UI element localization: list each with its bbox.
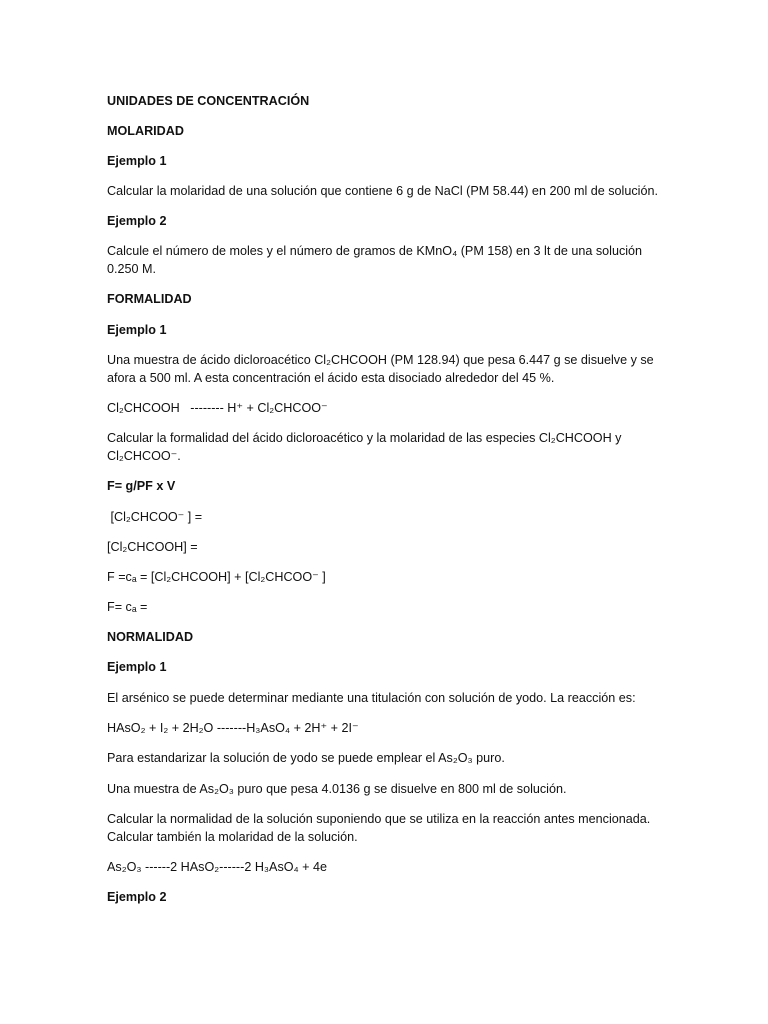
- formalidad-eq4: F= cₐ =: [107, 600, 148, 614]
- formalidad-para1-line2: afora a 500 ml. A esta concentración el ácido esta disociado alrededor del 45 %.: [107, 371, 555, 385]
- molaridad-ejemplo2-label: Ejemplo 2: [107, 214, 167, 228]
- normalidad-reaction: HAsO₂ + I₂ + 2H₂O -------H₃AsO₄ + 2H⁺ + 2I⁻: [107, 721, 359, 735]
- normalidad-ejemplo2-label: Ejemplo 2: [107, 890, 167, 904]
- heading-molaridad: MOLARIDAD: [107, 124, 184, 138]
- heading-formalidad: FORMALIDAD: [107, 292, 192, 306]
- formalidad-ejemplo1-label: Ejemplo 1: [107, 323, 167, 337]
- normalidad-para1: El arsénico se puede determinar mediante una titulación con solución de yodo. La reacción es:: [107, 691, 636, 705]
- formalidad-para1-line1: Una muestra de ácido dicloroacético Cl₂CHCOOH (PM 128.94) que pesa 6.447 g se disuelve y se: [107, 353, 654, 367]
- normalidad-para2: Para estandarizar la solución de yodo se puede emplear el As₂O₃ puro.: [107, 751, 505, 765]
- formalidad-reaction: Cl₂CHCOOH -------- H⁺ + Cl₂CHCOO⁻: [107, 401, 328, 415]
- normalidad-equation: As₂O₃ ------2 HAsO₂------2 H₃AsO₄ + 4e: [107, 860, 328, 874]
- formalidad-eq2: [Cl₂CHCOOH] =: [107, 540, 198, 554]
- normalidad-ejemplo1-label: Ejemplo 1: [107, 660, 167, 674]
- formalidad-formula: F= g/PF x V: [107, 479, 176, 493]
- molaridad-ejemplo2-line1: Calcule el número de moles y el número de gramos de KMnO₄ (PM 158) en 3 lt de una solución: [107, 244, 643, 258]
- formalidad-para2-line1: Calcular la formalidad del ácido dicloroacético y la molaridad de las especies Cl₂CHCOOH y: [107, 431, 622, 445]
- molaridad-ejemplo1-label: Ejemplo 1: [107, 154, 167, 168]
- molaridad-ejemplo2-line2: 0.250 M.: [107, 262, 157, 276]
- formalidad-eq1: [Cl₂CHCOO⁻ ] =: [107, 510, 203, 524]
- formalidad-para2-line2: Cl₂CHCOO⁻.: [107, 449, 181, 463]
- formalidad-eq3: F =cₐ = [Cl₂CHCOOH] + [Cl₂CHCOO⁻ ]: [107, 570, 326, 584]
- normalidad-para3: Una muestra de As₂O₃ puro que pesa 4.0136 g se disuelve en 800 ml de solución.: [107, 782, 567, 796]
- molaridad-ejemplo1-text: Calcular la molaridad de una solución que contiene 6 g de NaCl (PM 58.44) en 200 ml de solución.: [107, 184, 658, 198]
- normalidad-para4-line1: Calcular la normalidad de la solución suponiendo que se utiliza en la reacción antes mencionada.: [107, 812, 651, 826]
- document-title: UNIDADES DE CONCENTRACIÓN: [107, 94, 310, 108]
- normalidad-para4-line2: Calcular también la molaridad de la solución.: [107, 830, 358, 844]
- heading-normalidad: NORMALIDAD: [107, 630, 194, 644]
